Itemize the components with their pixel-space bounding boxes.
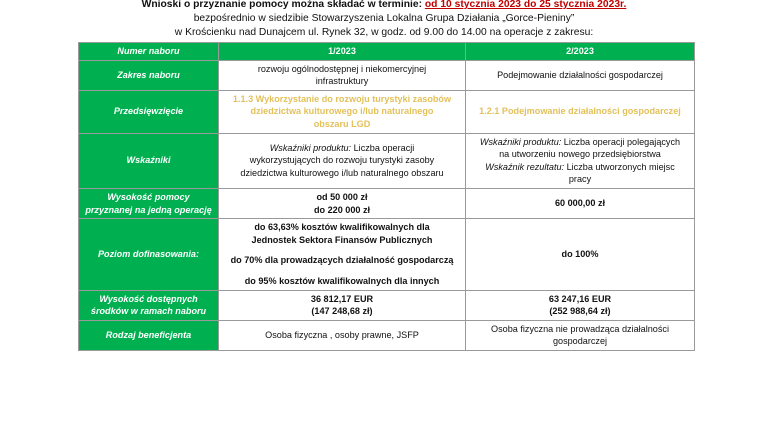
table-row xyxy=(79,188,695,218)
row-label-cell: Rodzaj beneficjenta xyxy=(79,320,219,350)
row-label-cell: Zakres naboru xyxy=(79,60,219,90)
cell-line: 1.1.3 Wykorzystanie do rozwoju turystyki zasobów xyxy=(232,93,452,104)
intro-line-1 xyxy=(0,0,768,12)
intro-line-3: w Krościenku nad Dunajcem ul. Rynek 32, w godz. od 9.00 do 14.00 na operacje z zakresu: xyxy=(174,27,594,39)
row-label-cell: Poziom dofinasowania: xyxy=(79,219,219,290)
cell-line: obszaru LGD xyxy=(313,118,371,129)
row-label-cell: Wysokość pomocy przyznanej na jedną operację xyxy=(79,188,219,218)
row-cell-col1 xyxy=(219,188,466,218)
intro-paragraph xyxy=(0,0,768,41)
row-label-cell: Wysokość dostępnych środków w ramach naboru xyxy=(79,290,219,320)
row-cell-col1 xyxy=(219,133,466,188)
header-cell-label: Numer naboru xyxy=(79,43,219,61)
table-row xyxy=(79,60,695,90)
table-row xyxy=(79,90,695,133)
cell-line: 1.2.1 Podejmowanie działalności gospodarczej xyxy=(479,106,681,117)
table-header-row xyxy=(79,43,695,61)
cell-line: Wskaźniki produktu: Liczba operacji polegających xyxy=(479,136,681,147)
row-cell-col1 xyxy=(219,90,466,133)
cell-line: wykorzystujących do rozwoju turystyki zasoby xyxy=(249,155,435,166)
indicator-type-label: Wskaźniki produktu: xyxy=(269,142,352,153)
table-row xyxy=(79,219,695,290)
row-cell-col1 xyxy=(219,60,466,90)
cell-line: 63 247,16 EUR xyxy=(548,293,612,304)
nabor-table-body xyxy=(79,43,695,351)
row-cell-col1 xyxy=(219,219,466,290)
row-label-cell: Wskaźniki xyxy=(79,133,219,188)
row-cell-col2 xyxy=(466,133,695,188)
cell-line-gap xyxy=(223,246,461,254)
cell-line: do 100% xyxy=(561,249,599,260)
cell-line: do 95% kosztów kwalifikowalnych dla innych xyxy=(244,275,440,286)
nabor-table-wrapper xyxy=(78,42,694,351)
cell-line: 36 812,17 EUR xyxy=(310,293,374,304)
cell-line: Podejmowanie działalności gospodarczej xyxy=(497,69,663,80)
cell-line: Osoba fizyczna nie prowadząca działalności xyxy=(491,323,669,334)
row-cell-col1 xyxy=(219,320,466,350)
cell-line: (147 248,68 zł) xyxy=(311,306,373,317)
cell-line-gap xyxy=(223,267,461,275)
intro-line-2: bezpośrednio w siedzibie Stowarzyszenia Lokalna Grupa Działania „Gorce-Pieniny” xyxy=(193,13,575,25)
application-deadline: od 10 stycznia 2023 do 25 stycznia 2023r. xyxy=(424,0,627,10)
row-cell-col2 xyxy=(466,188,695,218)
header-cell-col1: 1/2023 xyxy=(219,43,466,61)
cell-line: gospodarczej xyxy=(552,336,608,347)
row-cell-col2 xyxy=(466,90,695,133)
cell-line: na utworzeniu nowego przedsiębiorstwa xyxy=(499,149,661,160)
row-cell-col2 xyxy=(466,290,695,320)
cell-line: Jednostek Sektora Finansów Publicznych xyxy=(251,234,433,245)
table-row xyxy=(79,320,695,350)
cell-line: do 63,63% kosztów kwalifikowalnych dla xyxy=(254,222,430,233)
cell-line: Wskaźnik rezultatu: Liczba utworzonych miejsc xyxy=(485,161,675,172)
row-cell-col2 xyxy=(466,60,695,90)
row-cell-col1 xyxy=(219,290,466,320)
row-label-cell: Przedsięwzięcie xyxy=(79,90,219,133)
indicator-type-label: Wskaźnik rezultatu: xyxy=(485,161,565,172)
cell-line: Wskaźniki produktu: Liczba operacji xyxy=(269,142,415,153)
row-cell-col2 xyxy=(466,320,695,350)
cell-line: infrastruktury xyxy=(315,76,369,87)
table-row xyxy=(79,133,695,188)
cell-line: pracy xyxy=(568,174,592,185)
header-cell-col2: 2/2023 xyxy=(466,43,695,61)
intro-line-1-prefix: Wnioski o przyznanie pomocy można składać w terminie: xyxy=(141,0,422,10)
indicator-type-label: Wskaźniki produktu: xyxy=(479,136,562,147)
cell-line: dziedzictwa kulturowego i/lub naturalnego obszaru xyxy=(240,168,444,179)
cell-line: od 50 000 zł xyxy=(316,191,368,202)
cell-line: rozwoju ogólnodostępnej i niekomercyjnej xyxy=(257,63,427,74)
cell-line: do 70% dla prowadzących działalność gospodarczą xyxy=(230,255,454,266)
table-row xyxy=(79,290,695,320)
nabor-table xyxy=(78,42,695,351)
cell-line: do 220 000 zł xyxy=(313,204,371,215)
row-cell-col2 xyxy=(466,219,695,290)
cell-line: dziedzictwa kulturowego i/lub naturalnego xyxy=(250,106,434,117)
cell-line: 60 000,00 zł xyxy=(554,198,606,209)
cell-line: (252 988,64 zł) xyxy=(549,306,611,317)
cell-line: Osoba fizyczna , osoby prawne, JSFP xyxy=(265,329,419,340)
